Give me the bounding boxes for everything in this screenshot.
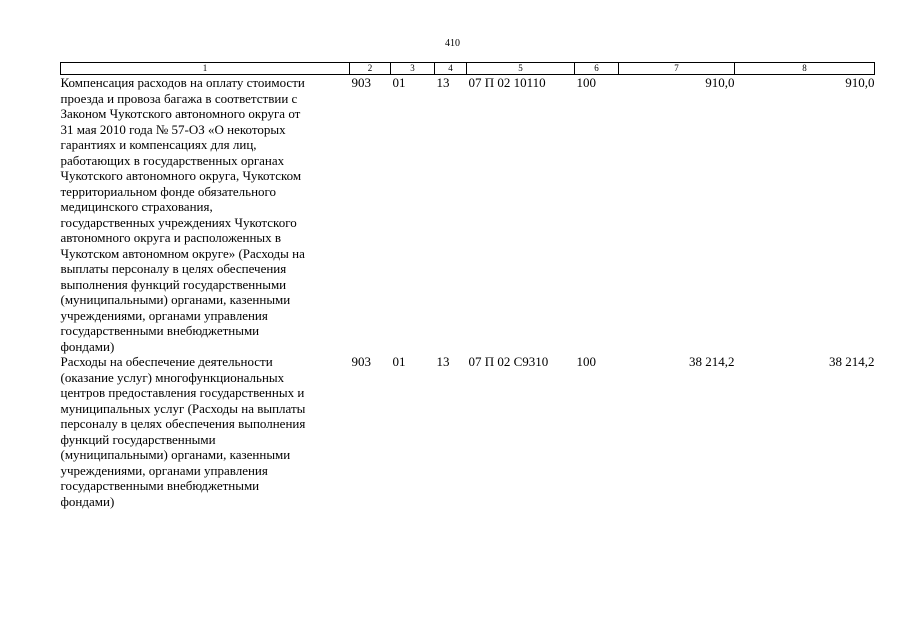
column-header-2: 2	[350, 63, 391, 75]
row-name-cell	[61, 75, 350, 355]
section-code-cell: 01	[392, 354, 406, 369]
row-name-cell	[61, 354, 350, 509]
row-name-line: Чукотском автономном округе» (Расходы на	[60, 245, 305, 261]
amount-cell-8: 38 214,2	[829, 354, 875, 369]
header-row	[61, 63, 875, 75]
row-name-line: выплаты персоналу в целях обеспечения	[60, 261, 287, 276]
row-name-line: учреждениями, органами управления	[60, 462, 268, 478]
row-name-line: (муниципальными) органами, казенными	[60, 292, 291, 307]
amount-cell-7: 38 214,2	[689, 354, 735, 369]
column-header-7: 7	[619, 63, 735, 75]
row-name-line: медицинского страхования,	[60, 199, 213, 214]
column-header-1: 1	[61, 63, 350, 75]
column-header-6: 6	[575, 63, 619, 75]
row-name-line: работающих в государственных органах	[60, 152, 285, 168]
expense-type-cell: 100	[576, 354, 596, 369]
row-name-line: выполнения функций государственными	[60, 276, 287, 292]
target-article-cell: 07 П 02 10110	[468, 75, 546, 90]
column-header-5: 5	[467, 63, 575, 75]
row-name-line: государственными внебюджетными	[60, 478, 260, 493]
subsection-code-cell: 13	[436, 354, 450, 369]
section-code-cell: 01	[392, 75, 406, 90]
row-name-line: Расходы на обеспечение деятельности	[60, 354, 273, 369]
expense-type-cell: 100	[576, 75, 596, 90]
row-name-line: государственными внебюджетными	[60, 323, 260, 338]
ministry-code-cell: 903	[351, 75, 371, 90]
row-name-line: (оказание услуг) многофункциональных	[60, 369, 285, 385]
row-name-line: государственных учреждениях Чукотского	[60, 214, 297, 230]
row-name-line: Законом Чукотского автономного округа от	[60, 106, 301, 121]
target-article-cell: 07 П 02 С9310	[468, 354, 549, 369]
row-name-line: 31 мая 2010 года № 57-ОЗ «О некоторых	[60, 121, 286, 137]
row-name-line: муниципальных услуг (Расходы на выплаты	[60, 400, 306, 416]
column-header-4: 4	[435, 63, 467, 75]
row-name-line: фондами)	[60, 338, 115, 354]
row-name-line: Компенсация расходов на оплату стоимости	[60, 75, 305, 90]
ministry-code-cell: 903	[351, 354, 371, 369]
row-name-line: Чукотского автономного округа, Чукотском	[60, 168, 302, 183]
row-name-line: автономного округа и расположенных в	[60, 230, 282, 245]
amount-cell-7: 910,0	[705, 75, 735, 90]
row-name-line: (муниципальными) органами, казенными	[60, 447, 291, 462]
row-name-line: территориальном фонде обязательного	[60, 183, 277, 199]
column-header-3: 3	[391, 63, 435, 75]
budget-table	[60, 62, 875, 509]
page-number: 410	[445, 38, 460, 49]
row-name-line: гарантиях и компенсациях для лиц,	[60, 137, 257, 152]
row-name-line: персоналу в целях обеспечения выполнения	[60, 416, 306, 431]
row-name-line: функций государственными	[60, 431, 216, 447]
row-name-line: учреждениями, органами управления	[60, 307, 268, 323]
row-name-line: фондами)	[60, 493, 115, 509]
table-row	[61, 75, 875, 355]
amount-cell-8: 910,0	[845, 75, 875, 90]
subsection-code-cell: 13	[436, 75, 450, 90]
row-name-line: проезда и провоза багажа в соответствии с	[60, 90, 298, 106]
row-name-line: центров предоставления государственных и	[60, 385, 305, 400]
column-header-8: 8	[735, 63, 875, 75]
table-row	[61, 354, 875, 509]
